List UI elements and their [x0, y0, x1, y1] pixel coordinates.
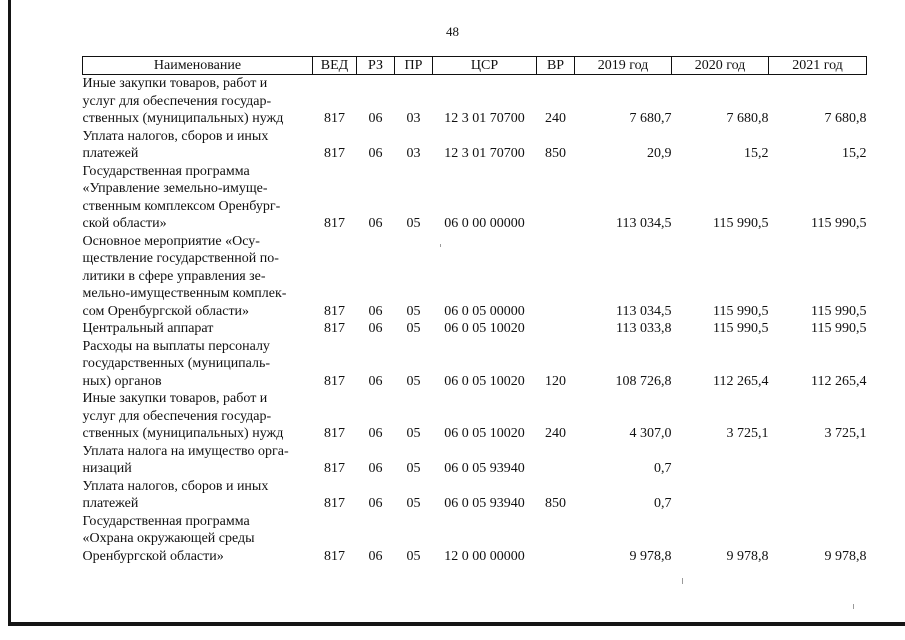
amount-2020-cell: 3 725,1 [726, 426, 769, 441]
name-cell [83, 390, 313, 443]
header-year-2021: 2021 год [769, 57, 867, 75]
amount-2020-cell: 7 680,8 [726, 111, 769, 126]
name-line: Оренбургской области» [82, 548, 224, 564]
vr-cell [537, 443, 575, 478]
amount-2019-cell: 113 033,8 [616, 321, 672, 336]
csr-cell: 06 0 05 93940 [444, 461, 525, 476]
vr-cell: 120 [545, 373, 566, 389]
amount-2020-cell: 115 990,5 [713, 303, 769, 319]
name-line: ственным комплексом Оренбург- [82, 198, 281, 214]
pr-cell: 05 [406, 426, 421, 441]
budget-table [82, 56, 867, 565]
amount-2019-cell: 7 680,7 [629, 111, 672, 126]
table-row [83, 320, 867, 338]
amount-2021-cell: 115 990,5 [811, 216, 867, 231]
amount-2021-cell [769, 478, 867, 513]
name-line: Уплата налогов, сборов и иных [82, 128, 269, 144]
name-line: Государственная программа [82, 513, 250, 529]
pr-cell: 05 [406, 496, 421, 511]
amount-2019-cell: 113 034,5 [616, 216, 672, 231]
name-cell [83, 443, 313, 478]
name-cell [83, 163, 313, 233]
name-line: услуг для обеспечения государ- [82, 408, 272, 424]
table-header-row [83, 57, 867, 75]
vr-cell: 850 [545, 146, 566, 161]
vr-cell [537, 233, 575, 321]
vr-cell: 850 [545, 496, 566, 511]
pr-cell: 05 [406, 548, 421, 564]
name-line: платежей [82, 496, 139, 511]
csr-cell: 06 0 00 00000 [444, 216, 525, 231]
header-name: Наименование [83, 57, 313, 75]
name-line: Государственная программа [82, 163, 250, 179]
amount-2021-cell: 112 265,4 [811, 373, 867, 389]
table-row [83, 443, 867, 478]
table-row [83, 128, 867, 163]
name-line: ской области» [82, 216, 167, 231]
amount-2020-cell [672, 443, 769, 478]
pr-cell: 05 [406, 321, 421, 336]
pr-cell: 03 [406, 146, 421, 161]
name-line: Уплата налогов, сборов и иных [82, 478, 269, 494]
ved-cell: 817 [324, 111, 345, 126]
name-line: платежей [82, 146, 139, 161]
name-line: Расходы на выплаты персоналу [82, 338, 270, 354]
ved-cell: 817 [324, 373, 345, 389]
header-vr: ВР [537, 57, 575, 75]
table-row [83, 338, 867, 391]
table-body [83, 75, 867, 566]
table-row [83, 390, 867, 443]
name-line: ных) органов [82, 373, 162, 389]
rz-cell: 06 [368, 303, 383, 319]
amount-2020-cell: 9 978,8 [726, 548, 769, 564]
name-cell [83, 75, 313, 128]
name-line: Центральный аппарат [82, 321, 214, 336]
amount-2021-cell: 9 978,8 [824, 548, 867, 564]
name-cell [83, 128, 313, 163]
pr-cell: 05 [406, 373, 421, 389]
rz-cell: 06 [368, 548, 383, 564]
ved-cell: 817 [324, 303, 345, 319]
ved-cell: 817 [324, 216, 345, 231]
amount-2021-cell: 115 990,5 [811, 321, 867, 336]
header-pr: ПР [395, 57, 433, 75]
amount-2021-cell: 115 990,5 [811, 303, 867, 319]
scan-speck [682, 578, 683, 584]
name-line: Иные закупки товаров, работ и [82, 391, 268, 406]
name-line: мельно-имущественным комплек- [82, 286, 287, 301]
name-cell [83, 233, 313, 321]
amount-2020-cell: 115 990,5 [713, 216, 769, 231]
pr-cell: 05 [406, 461, 421, 476]
rz-cell: 06 [368, 426, 383, 441]
name-line: ственных (муниципальных) нужд [82, 111, 284, 126]
ved-cell: 817 [324, 461, 345, 476]
vr-cell: 240 [545, 426, 566, 441]
amount-2019-cell: 0,7 [654, 496, 672, 511]
rz-cell: 06 [368, 216, 383, 231]
amount-2020-cell [672, 478, 769, 513]
amount-2020-cell: 112 265,4 [713, 373, 769, 389]
name-cell [83, 320, 313, 338]
page-number: 48 [446, 24, 459, 39]
amount-2021-cell: 3 725,1 [824, 426, 867, 441]
amount-2020-cell: 15,2 [744, 146, 769, 161]
csr-cell: 06 0 05 10020 [444, 373, 525, 389]
csr-cell: 12 3 01 70700 [444, 111, 525, 126]
table-row [83, 478, 867, 513]
scan-speck [853, 604, 854, 609]
vr-cell: 240 [545, 111, 566, 126]
csr-cell: 06 0 05 00000 [444, 303, 525, 319]
name-line: Уплата налога на имущество орга- [82, 443, 289, 459]
rz-cell: 06 [368, 111, 383, 126]
name-line: услуг для обеспечения государ- [82, 93, 272, 109]
ved-cell: 817 [324, 496, 345, 511]
amount-2020-cell: 115 990,5 [713, 321, 769, 336]
ved-cell: 817 [324, 548, 345, 564]
name-line: государственных (муниципаль- [82, 356, 271, 371]
amount-2021-cell [769, 443, 867, 478]
name-line: сом Оренбургской области» [82, 303, 250, 319]
name-cell [83, 338, 313, 391]
amount-2019-cell: 20,9 [647, 146, 672, 161]
header-ved: ВЕД [313, 57, 357, 75]
ved-cell: 817 [324, 426, 345, 441]
pr-cell: 05 [406, 303, 421, 319]
rz-cell: 06 [368, 461, 383, 476]
name-line: ственных (муниципальных) нужд [82, 426, 284, 441]
name-line: низаций [82, 461, 132, 476]
page-bottom-border [8, 622, 905, 626]
name-line: Иные закупки товаров, работ и [82, 76, 268, 91]
name-line: литики в сфере управления зе- [82, 268, 266, 284]
rz-cell: 06 [368, 496, 383, 511]
amount-2019-cell: 108 726,8 [615, 373, 672, 389]
scan-speck [440, 244, 441, 247]
amount-2019-cell: 113 034,5 [616, 303, 672, 319]
name-line: «Охрана окружающей среды [82, 531, 255, 546]
header-csr: ЦСР [433, 57, 537, 75]
table-row [83, 513, 867, 566]
amount-2019-cell: 9 978,8 [629, 548, 672, 564]
ved-cell: 817 [324, 321, 345, 336]
csr-cell: 12 3 01 70700 [444, 146, 525, 161]
rz-cell: 06 [368, 373, 383, 389]
vr-cell [537, 163, 575, 233]
table-row [83, 75, 867, 128]
rz-cell: 06 [368, 146, 383, 161]
name-cell [83, 478, 313, 513]
header-year-2020: 2020 год [672, 57, 769, 75]
amount-2021-cell: 7 680,8 [824, 111, 867, 126]
header-year-2019: 2019 год [575, 57, 672, 75]
table-row [83, 233, 867, 321]
rz-cell: 06 [368, 321, 383, 336]
pr-cell: 05 [406, 216, 421, 231]
name-line: Основное мероприятие «Осу- [82, 233, 260, 249]
vr-cell [537, 513, 575, 566]
name-line: «Управление земельно-имуще- [82, 181, 268, 196]
vr-cell [537, 320, 575, 338]
table-row [83, 163, 867, 233]
csr-cell: 06 0 05 10020 [444, 426, 525, 441]
csr-cell: 12 0 00 00000 [444, 548, 525, 564]
pr-cell: 03 [406, 111, 421, 126]
page-left-border [8, 0, 11, 624]
header-rz: РЗ [357, 57, 395, 75]
name-cell [83, 513, 313, 566]
csr-cell: 06 0 05 10020 [444, 321, 525, 336]
ved-cell: 817 [324, 146, 345, 161]
amount-2019-cell: 4 307,0 [629, 426, 672, 441]
amount-2021-cell: 15,2 [842, 146, 867, 161]
amount-2019-cell: 0,7 [654, 461, 672, 476]
name-line: ществление государственной по- [82, 251, 279, 266]
csr-cell: 06 0 05 93940 [444, 496, 525, 511]
